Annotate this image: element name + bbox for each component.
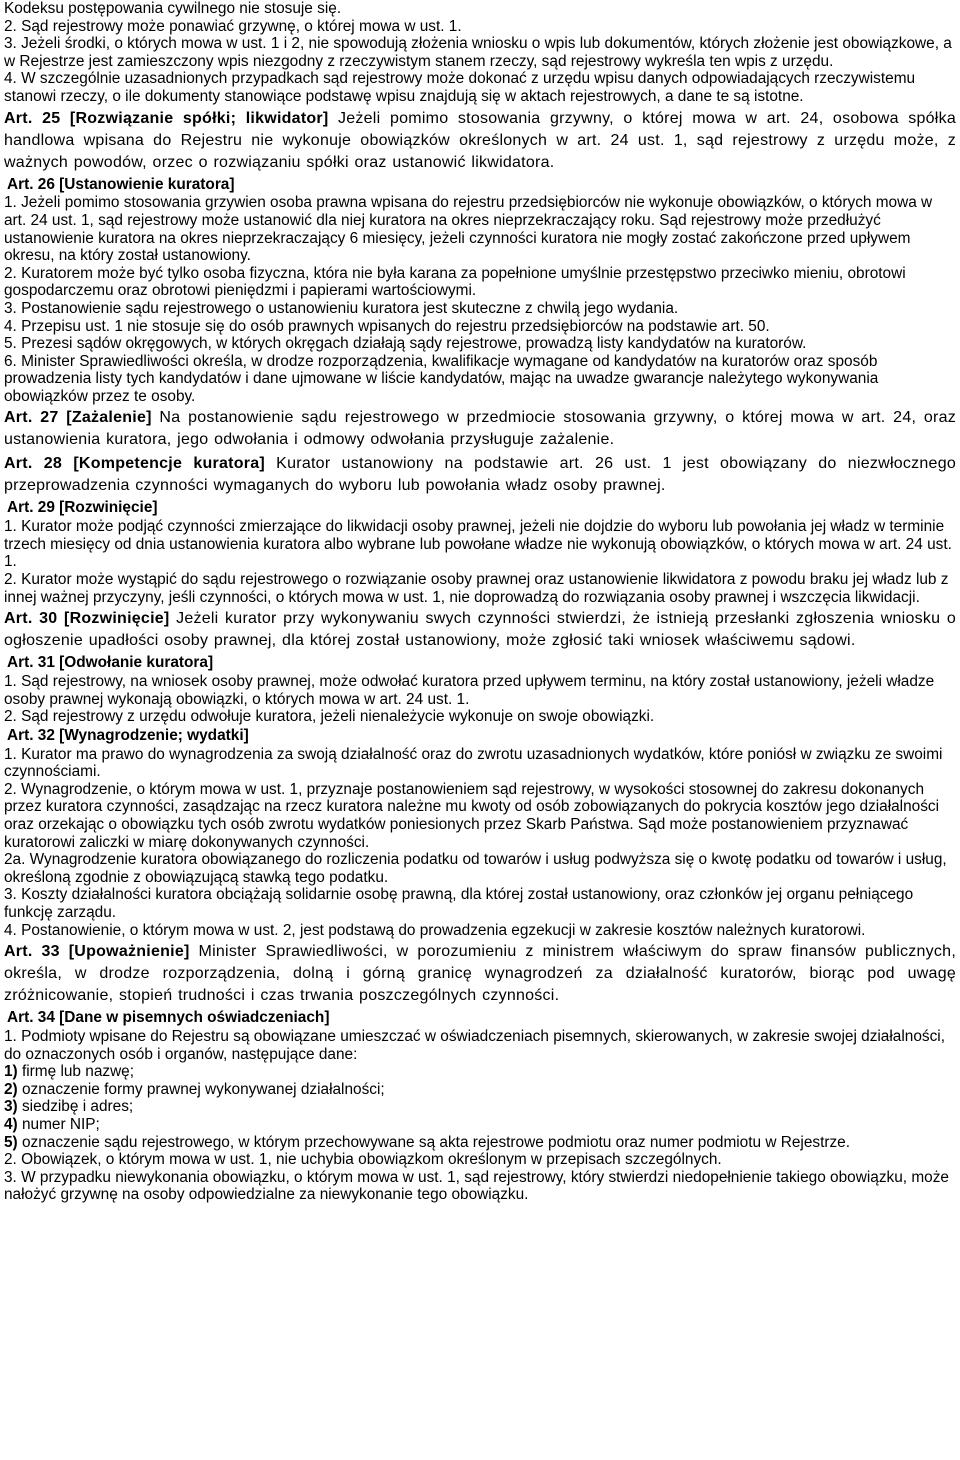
article-25 [4,108,956,174]
article-29-para-1: 1. Kurator może podjąć czynności zmierzające do likwidacji osoby prawnej, jeżeli nie dojdzie do wyboru lub powołania jej władz w terminie trzech miesięcy od dnia ustanowienia kuratora albo wybrane lub powołane władze nie wykonują obowiązków, o których mowa w art. 24 ust. 1. [4,518,952,571]
article-27-text: Na postanowienie sądu rejestrowego w przedmiocie stosowania grzywny, o której mowa w art. 24, oraz ustanowienia kuratora, jego odwołania i odmowy odwołania przysługuje zażalenie. [4,409,956,449]
article-25-text: Jeżeli pomimo stosowania grzywny, o której mowa w art. 24, osobowa spółka handlowa wpisana do Rejestru nie wykonuje obowiązków określonych w art. 24 ust. 1, sąd rejestrowy z urzędu może, z ważnych powodów, orzec o rozwiązaniu spółki oraz ustanowić likwidatora. [4,109,956,171]
article-34-item-2 [4,1081,956,1099]
article-31-heading: Art. 31 [Odwołanie kuratora] [7,654,214,672]
article-32-para-4: 4. Postanowienie, o którym mowa w ust. 2, jest podstawą do prowadzenia egzekucji w zakresie kosztów należnych kuratorowi. [4,921,866,939]
article-25-heading: Art. 25 [Rozwiązanie spółki; likwidator] [4,109,329,127]
article-31-para-1: 1. Sąd rejestrowy, na wniosek osoby prawnej, może odwołać kuratora przed upływem terminu, na który został ustanowiony, jeżeli władze osoby prawnej wykonają obowiązki, o których mowa w art. 24 ust. 1. [4,673,935,708]
article-32-heading: Art. 32 [Wynagrodzenie; wydatki] [7,726,249,744]
item-number: 3) [4,1098,18,1116]
article-26-para-1: 1. Jeżeli pomimo stosowania grzywien osoba prawna wpisana do rejestru przedsiębiorców nie wykonuje obowiązków, o których mowa w art. 24 ust. 1, sąd rejestrowy może ustanowić dla niej kuratora na okres nieprzekraczający roku. Sąd rejestrowy może przedłużyć ustanowienie kuratora na okres nieprzekraczający 6 miesięcy, jeżeli czynności kuratora nie mogły zostać zakończone przed upływem okresu, na który został ustanowiony. [4,194,933,265]
article-30-text: Jeżeli kurator przy wykonywaniu swych czynności stwierdzi, że istnieją przesłanki zgłoszenia wniosku o ogłoszenie upadłości osoby prawnej, dla której został ustanowiony, może zgłosić taki wniosek właściwemu sądowi. [4,610,957,650]
item-text: firmę lub nazwę; [17,1063,135,1081]
article-26-para-2: 2. Kuratorem może być tylko osoba fizyczna, która nie była karana za popełnione umyślnie przestępstwo przeciwko mieniu, obrotowi gospodarczemu oraz obrotowi pieniędzmi i papierami wartościowymi. [4,264,906,300]
article-33 [4,941,956,1007]
article-34-item-4 [4,1116,956,1134]
article-34-item-1 [4,1063,956,1081]
article-30 [4,608,956,652]
article-33-text: Minister Sprawiedliwości, w porozumieniu z ministrem właściwym do spraw finansów publicznych, określa, w drodze rozporządzenia, dolną i górną granicę wynagrodzeń za działalność kuratorów, biorąc pod uwagę zróżnicowanie, stopień trudności i czas trwania poszczególnych czynności. [4,943,957,1005]
article-34-item-5 [4,1134,956,1152]
article-32-para-2a: 2a. Wynagrodzenie kuratora obowiązanego do rozliczenia podatku od towarów i usług podwyższa się o kwotę podatku od towarów i usług, określoną zgodnie z obowiązującą stawką tego podatku. [4,851,947,886]
article-34-para-1: 1. Podmioty wpisane do Rejestru są obowiązane umieszczać w oświadczeniach pisemnych, skierowanych, w zakresie swojej działalności, do oznaczonych osób i organów, następujące dane: [4,1027,945,1063]
article-34-para-3: 3. W przypadku niewykonania obowiązku, o którym mowa w ust. 1, sąd rejestrowy, który stwierdzi niedopełnienie takiego obowiązku, może nałożyć grzywnę na osoby odpowiedzialne za niewykonanie tego obowiązku. [4,1168,949,1204]
article-27-heading: Art. 27 [Zażalenie] [4,409,152,427]
item-number: 4) [4,1115,18,1133]
paragraph-continued: Kodeksu postępowania cywilnego nie stosuje się. [4,0,342,17]
item-text: siedzibę i adres; [17,1098,134,1116]
article-34-para-2: 2. Obowiązek, o którym mowa w ust. 1, nie uchybia obowiązkom określonym w przepisach szczególnych. [4,1151,722,1169]
paragraph-4: 4. W szczególnie uzasadnionych przypadkach sąd rejestrowy może dokonać z urzędu wpisu danych odpowiadających rzeczywistemu stanowi rzeczy, o ile dokumenty stanowiące podstawę wpisu znajdują się w aktach rejestrowych, a dane te są istotne. [4,70,916,105]
article-32-para-3: 3. Koszty działalności kuratora obciążają solidarnie osobę prawną, dla której został ustanowiony, oraz członków jej organu pełniącego funkcję zarządu. [4,886,914,921]
article-34-heading: Art. 34 [Dane w pisemnych oświadczeniach] [7,1009,330,1027]
item-number: 5) [4,1133,18,1151]
article-28-heading: Art. 28 [Kompetencje kuratora] [4,455,265,473]
article-29-para-2: 2. Kurator może wystąpić do sądu rejestrowego o rozwiązanie osoby prawnej oraz ustanowienie likwidatora z powodu braku jej władz lub z innej ważnej przyczyny, jeśli czynności, o których mowa w ust. 1, nie doprowadzą do rozwiązania osoby prawnej i wszczęcia likwidacji. [4,571,949,606]
item-number: 2) [4,1080,18,1098]
article-28 [4,453,956,497]
article-29-heading: Art. 29 [Rozwinięcie] [7,499,158,517]
article-34-item-3 [4,1098,956,1116]
article-27 [4,407,956,451]
article-26-para-3: 3. Postanowienie sądu rejestrowego o ustanowieniu kuratora jest skuteczne z chwilą jego wydania. [4,299,679,317]
article-32-para-2: 2. Wynagrodzenie, o którym mowa w ust. 1, przyznaje postanowieniem sąd rejestrowy, w wysokości stosownej do zakresu dokonanych przez kuratora czynności, zasądzając na rzecz kuratora należne mu kwoty od osób zobowiązanych do pokrycia kosztów jego działalności oraz orzekając o obowiązku tych osób zwrotu wydatków poniesionych przez Skarb Państwa. Sąd może postanowieniem przyznawać kuratorowi zaliczki w miarę dokonywanych czynności. [4,780,940,851]
item-text: oznaczenie sądu rejestrowego, w którym przechowywane są akta rejestrowe podmiotu oraz numer podmiotu w Rejestrze. [17,1133,851,1151]
article-32-para-1: 1. Kurator ma prawo do wynagrodzenia za swoją działalność oraz do zwrotu uzasadnionych wydatków, które poniósł w związku ze swoimi czynnościami. [4,745,943,781]
item-text: oznaczenie formy prawnej wykonywanej działalności; [17,1080,385,1098]
paragraph-2: 2. Sąd rejestrowy może ponawiać grzywnę, o której mowa w ust. 1. [4,17,462,35]
item-number: 1) [4,1063,18,1081]
article-26-heading: Art. 26 [Ustanowienie kuratora] [7,175,235,193]
article-28-text: Kurator ustanowiony na podstawie art. 26 ust. 1 jest obowiązany do niezwłocznego przeprowadzenia czynności wymaganych do wyboru lub powołania władz osoby prawnej. [4,455,956,495]
item-text: numer NIP; [17,1115,100,1133]
paragraph-3: 3. Jeżeli środki, o których mowa w ust. 1 i 2, nie spowodują złożenia wniosku o wpis lub dokumentów, których złożenie jest obowiązkowe, a w Rejestrze jest zamieszczony wpis niezgodny z rzeczywistym stanem rzeczy, sąd rejestrowy wykreśla ten wpis z urzędu. [4,35,952,70]
article-26-para-5: 5. Prezesi sądów okręgowych, w których okręgach działają sądy rejestrowe, prowadzą listy kandydatów na kuratorów. [4,335,807,353]
article-30-heading: Art. 30 [Rozwinięcie] [4,610,170,628]
article-31-para-2: 2. Sąd rejestrowy z urzędu odwołuje kuratora, jeżeli nienależycie wykonuje on swoje obowiązki. [4,708,655,726]
article-26-para-4: 4. Przepisu ust. 1 nie stosuje się do osób prawnych wpisanych do rejestru przedsiębiorców na podstawie art. 50. [4,317,770,335]
article-26-para-6: 6. Minister Sprawiedliwości określa, w drodze rozporządzenia, kwalifikacje wymagane od kandydatów na kuratorów oraz sposób prowadzenia listy tych kandydatów i dane ujmowane w liście kandydatów, mając na uwadze gwarancje należytego wykonywania obowiązków przez te osoby. [4,352,879,405]
article-33-heading: Art. 33 [Upoważnienie] [4,943,190,961]
